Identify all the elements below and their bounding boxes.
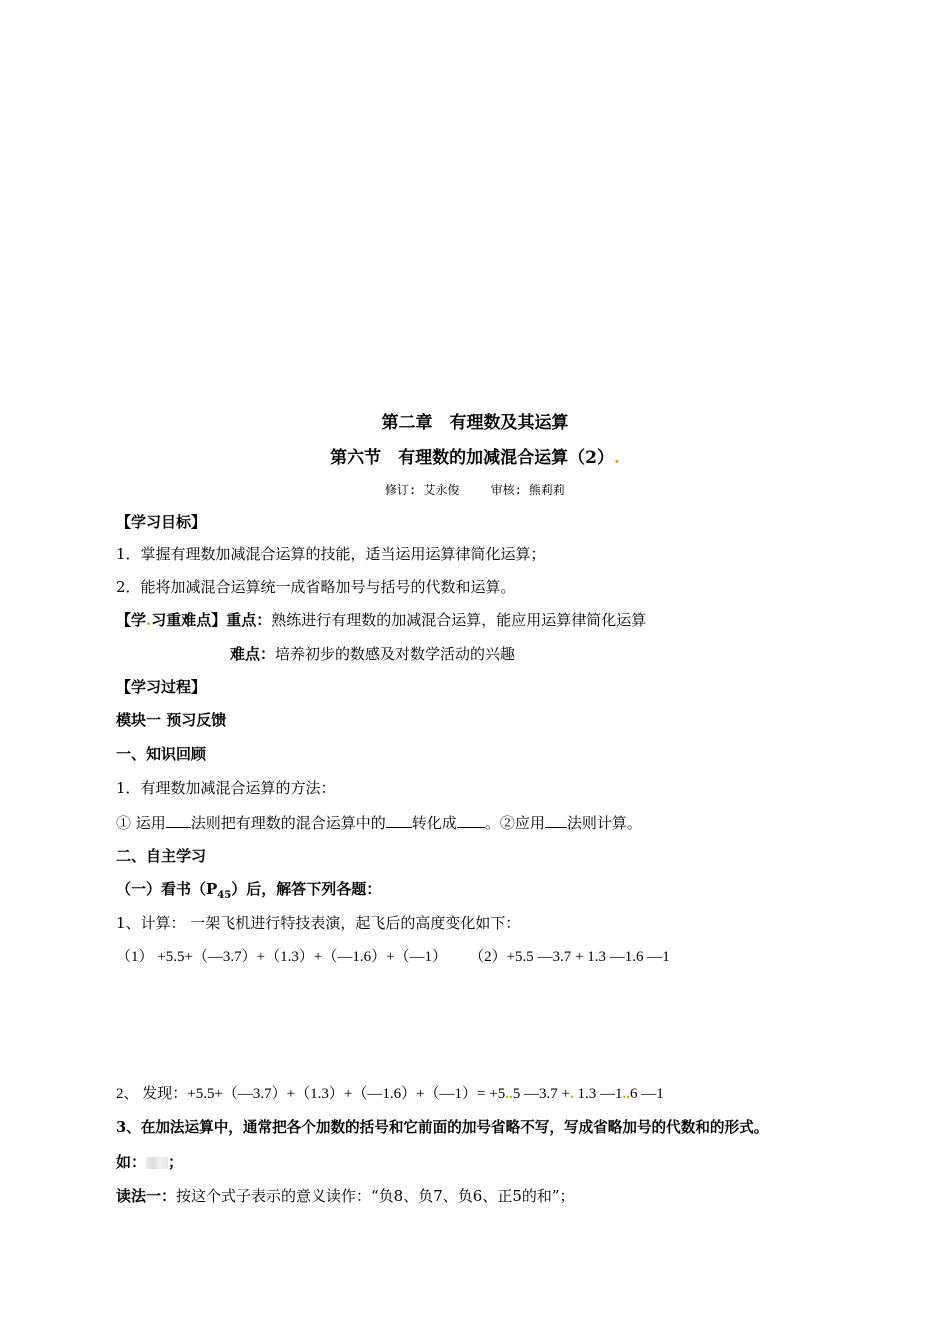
marker-dot: . [613, 448, 620, 468]
book-text-a: （一）看书（P [116, 880, 218, 898]
reading-1 [116, 1186, 575, 1206]
book-instruction [116, 879, 381, 906]
marker-dot: . [569, 1086, 574, 1102]
goal-item-2: 2．能将加减混合运算统一成省略加号与括号的代数和运算。 [116, 578, 516, 596]
reading-1-text: 按这个式子表示的意义读作：“负8、负7、负6、正5的和”； [176, 1187, 575, 1205]
chapter-title: 第二章 有理数及其运算 [381, 413, 569, 433]
review-part-2: 法则把有理数的混合运算中的 [190, 814, 386, 832]
page-subscript: 45 [217, 890, 232, 901]
difficulty-text: 培养初步的数感及对数学活动的兴趣 [275, 645, 516, 663]
example-label: 如： [116, 1153, 147, 1171]
key-label: 重点： [226, 611, 272, 629]
discover-b: 5 —3.7 + [512, 1086, 570, 1102]
calc-question: 1、计算： 一架飞机进行特技表演，起飞后的高度变化如下： [116, 914, 521, 932]
calc-expressions [116, 947, 670, 967]
example-end: ； [168, 1153, 184, 1171]
review-heading: 一、知识回顾 [116, 745, 207, 763]
marker-dot: .. [622, 1086, 630, 1102]
goal-item-1: 1．掌握有理数加减混合运算的技能，适当运用运算律简化运算； [116, 545, 546, 563]
review-part-1: ① 运用 [116, 814, 166, 832]
section-title [0, 443, 950, 468]
discover-d: 6 —1 [629, 1086, 664, 1102]
marker-dot: .. [505, 1086, 513, 1102]
calc-expr-1: （1） +5.5+（—3.7）+（1.3）+（—1.6）+（—1） [116, 949, 448, 965]
module-heading: 模块一 预习反馈 [116, 711, 227, 729]
credits: 修订: 艾永俊 审核: 熊莉莉 [384, 483, 566, 497]
example-line [116, 1152, 183, 1172]
fill-blank[interactable] [166, 812, 191, 828]
reading-1-label: 读法一： [116, 1187, 177, 1205]
key-points-line [116, 610, 646, 630]
goals-heading: 【学习目标】 [116, 513, 207, 531]
difficulty-label: 难点： [230, 645, 276, 663]
marker-dot: . [146, 611, 152, 629]
rule-3: 3、在加法运算中，通常把各个加数的括号和它前面的加号省略不写，写成省略加号的代数和的形式。 [116, 1119, 769, 1136]
fill-blank[interactable] [545, 812, 567, 828]
discovery-line [116, 1084, 664, 1104]
discover-c: 1.3 —1 [577, 1086, 623, 1102]
self-study-heading: 二、自主学习 [116, 847, 207, 865]
key-text: 熟练进行有理数的加减混合运算，能应用运算律简化运算 [271, 611, 647, 629]
discover-a: 2、 发现：+5.5+（—3.7）+（1.3）+（—1.6）+（—1）= +5 [116, 1086, 506, 1102]
book-text-b: ）后，解答下列各题： [231, 880, 382, 898]
review-question-1: 1．有理数加减混合运算的方法： [116, 779, 336, 797]
fill-blank[interactable] [457, 812, 485, 828]
review-part-5: 法则计算。 [566, 814, 642, 832]
process-heading: 【学习过程】 [116, 678, 207, 696]
faded-formula-image [146, 1157, 168, 1169]
review-part-4: 。②应用 [484, 814, 545, 832]
calc-expr-2: （2）+5.5 —3.7 + 1.3 —1.6 —1 [469, 949, 670, 965]
key-heading-a: 【学 [116, 611, 147, 629]
fill-blank[interactable] [386, 812, 412, 828]
review-fill-line [116, 812, 642, 833]
review-part-3: 转化成 [411, 814, 457, 832]
key-heading-b: 习重难点】 [151, 611, 227, 629]
section-title-text: 第六节 有理数的加减混合运算（2） [330, 448, 614, 468]
difficulty-line [230, 644, 515, 664]
